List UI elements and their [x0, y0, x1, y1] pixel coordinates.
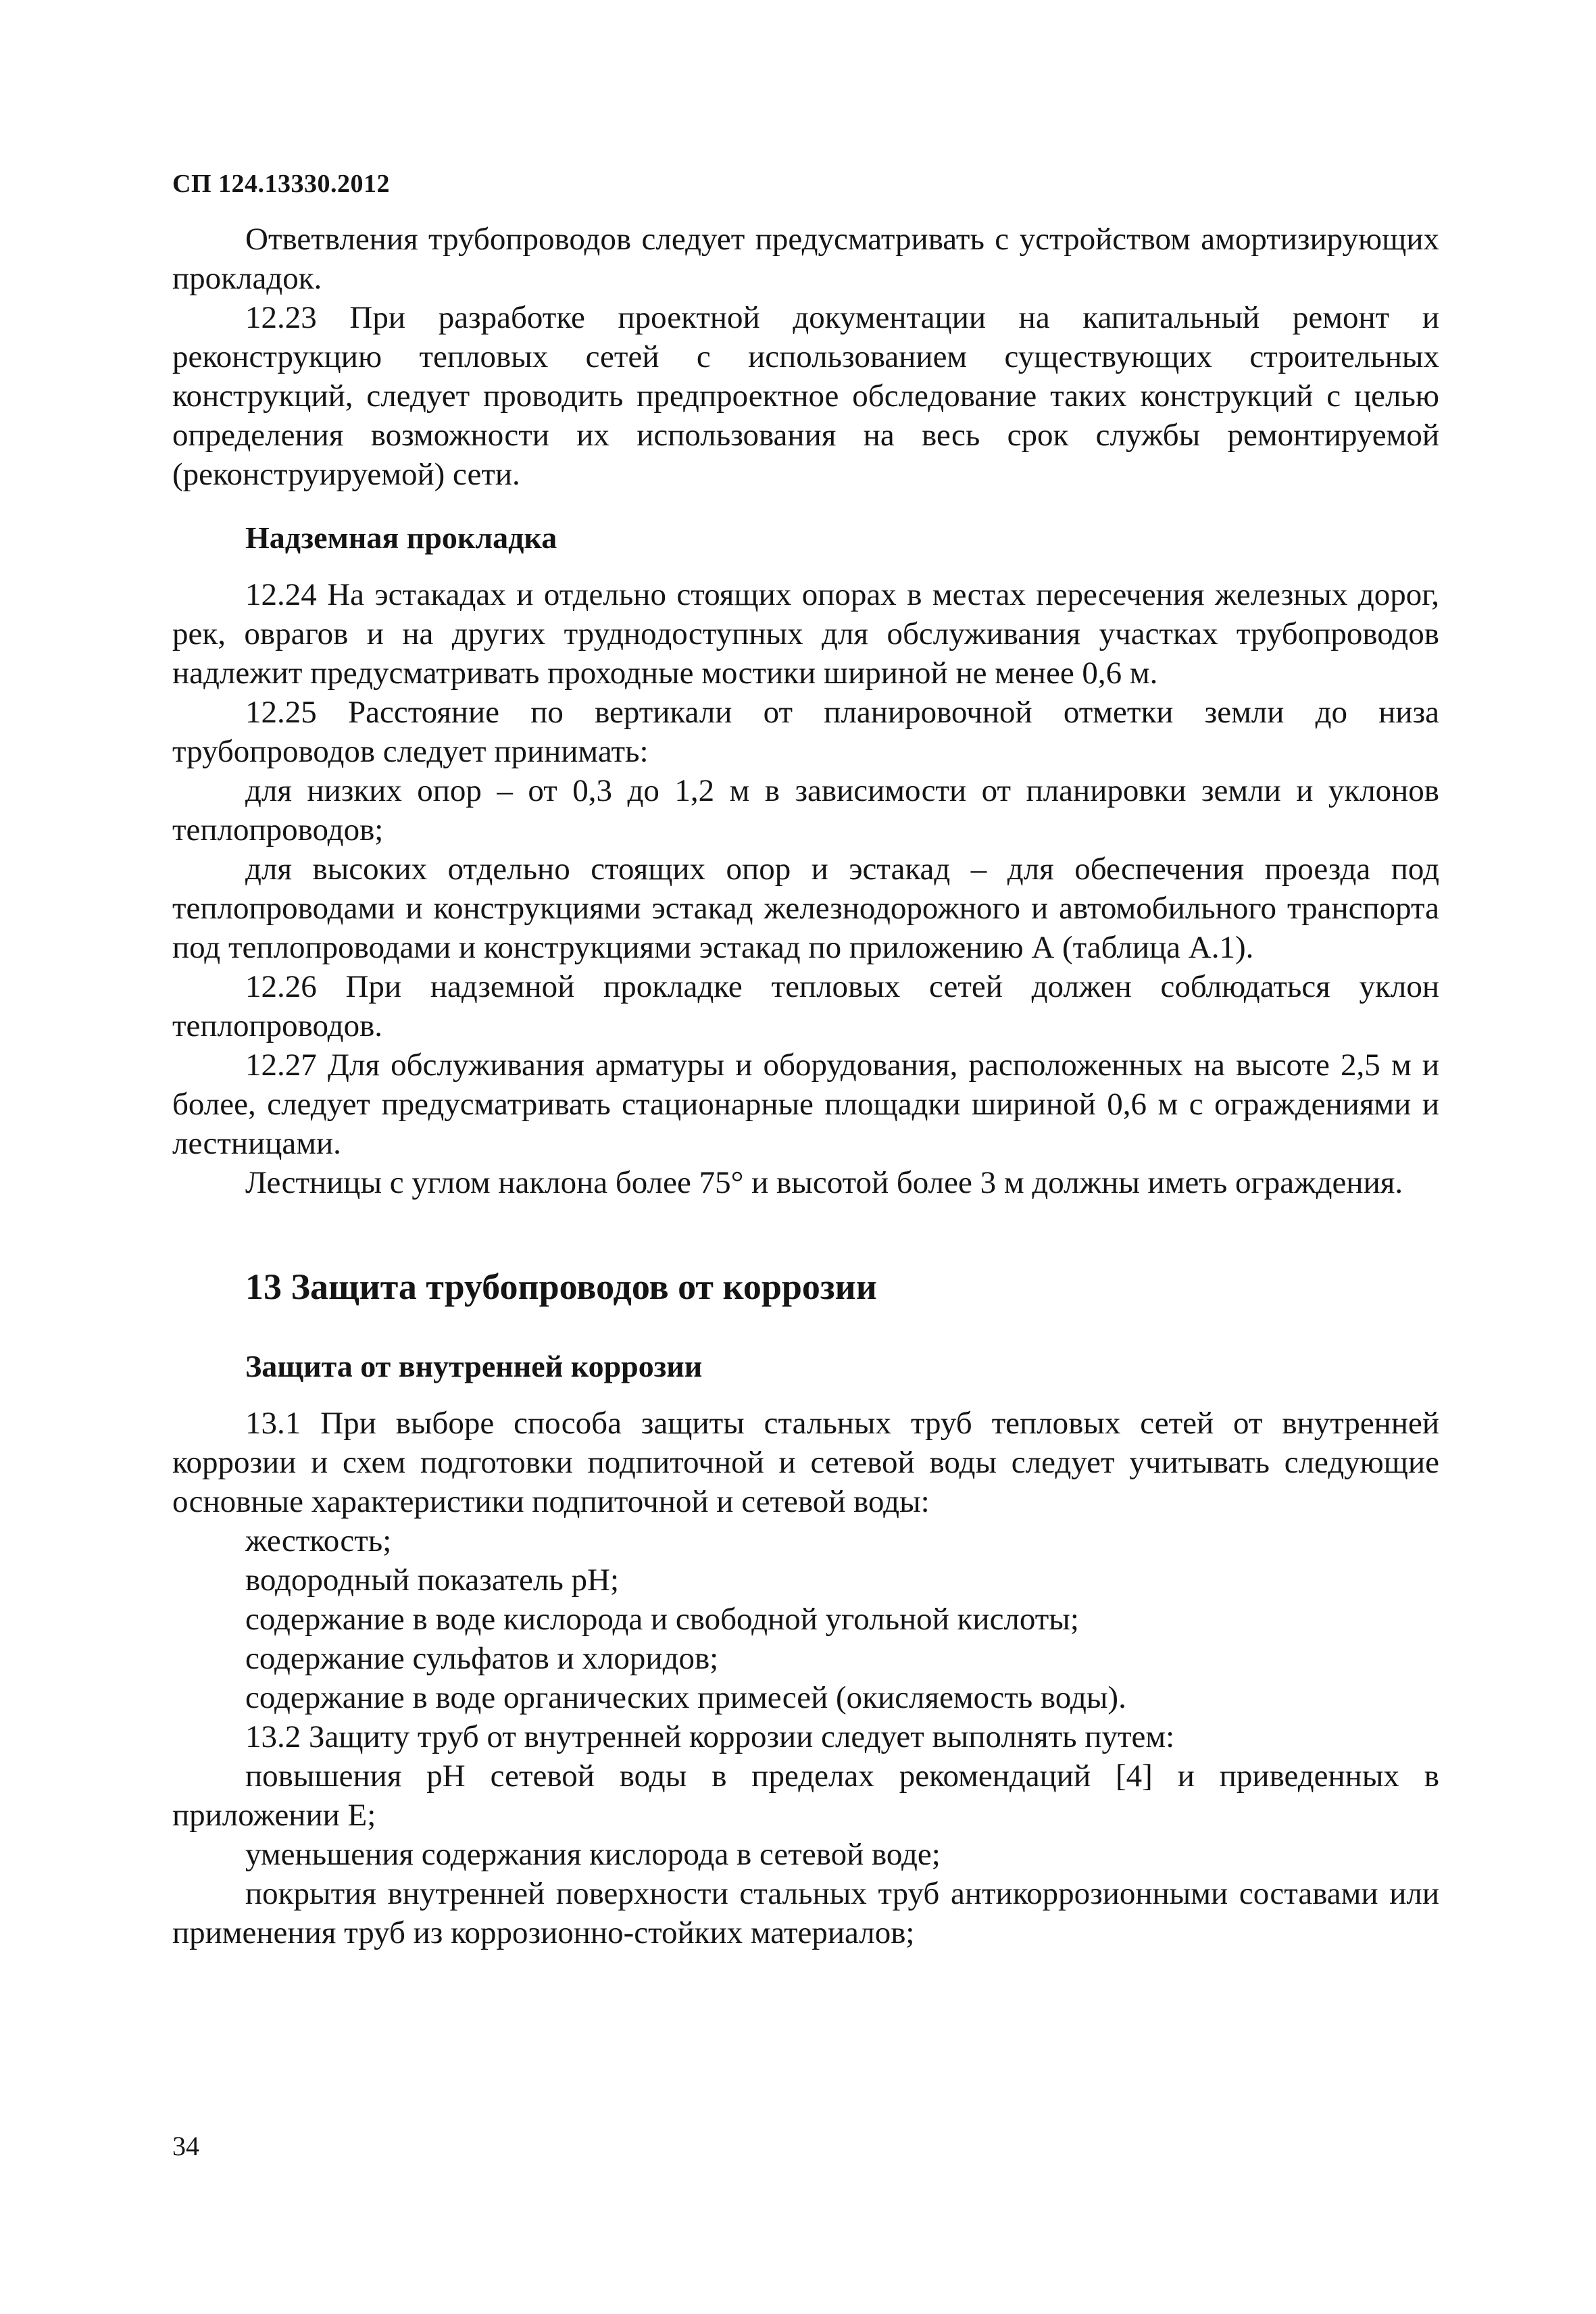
- subheading-above-ground-laying: Надземная прокладка: [245, 520, 557, 555]
- paragraph: для высоких отдельно стоящих опор и эстакад – для обеспечения проезда под теплопроводами и конструкциями эстакад железнодорожного и автомобильного транспорта под теплопроводами и конструкциями эстакад по приложению А (таблица А.1).: [172, 852, 1439, 965]
- paragraph: 12.27 Для обслуживания арматуры и оборудования, расположенных на высоте 2,5 м и более, следует предусматривать стационарные площадки шириной 0,6 м с ограждениями и лестницами.: [172, 1048, 1439, 1161]
- page-number: 34: [172, 2131, 199, 2161]
- paragraph: Лестницы с углом наклона более 75° и высотой более 3 м должны иметь ограждения.: [245, 1165, 1403, 1200]
- list-item: уменьшения содержания кислорода в сетевой воде;: [245, 1837, 941, 1872]
- list-item: содержание сульфатов и хлоридов;: [245, 1641, 719, 1676]
- list-item: жесткость;: [245, 1523, 392, 1558]
- page-content: [172, 220, 1439, 1952]
- list-item: покрытия внутренней поверхности стальных труб антикоррозионными составами или применения труб из коррозионно-стойких материалов;: [172, 1876, 1439, 1950]
- list-item: повышения pH сетевой воды в пределах рекомендаций [4] и приведенных в приложении Е;: [172, 1758, 1439, 1833]
- list-item: содержание в воде органических примесей (окисляемость воды).: [245, 1680, 1126, 1715]
- paragraph: 12.23 При разработке проектной документации на капитальный ремонт и реконструкцию тепловых сетей с использованием существующих строительных конструкций, следует проводить предпроектное обследование таких конструкций с целью определения возможности их использования на весь срок службы ремонтируемой (реконструируемой) сети.: [172, 300, 1439, 492]
- paragraph: 12.25 Расстояние по вертикали от планировочной отметки земли до низа трубопроводов следует принимать:: [172, 695, 1439, 769]
- list-item: водородный показатель pH;: [245, 1562, 620, 1598]
- subheading-internal-corrosion: Защита от внутренней коррозии: [245, 1349, 703, 1383]
- section-heading: 13 Защита трубопроводов от коррозии: [245, 1266, 877, 1307]
- paragraph: 12.24 На эстакадах и отдельно стоящих опорах в местах пересечения железных дорог, рек, оврагов и на других труднодоступных для обслуживания участках трубопроводов надлежит предусматривать проходные мостики шириной не менее 0,6 м.: [172, 577, 1439, 691]
- paragraph: 13.1 При выборе способа защиты стальных труб тепловых сетей от внутренней коррозии и схем подготовки подпиточной и сетевой воды следует учитывать следующие основные характеристики подпиточной и сетевой воды:: [172, 1406, 1439, 1519]
- paragraph: 13.2 Защиту труб от внутренней коррозии следует выполнять путем:: [245, 1719, 1175, 1754]
- list-item: содержание в воде кислорода и свободной угольной кислоты;: [245, 1602, 1079, 1637]
- paragraph: 12.26 При надземной прокладке тепловых сетей должен соблюдаться уклон теплопроводов.: [172, 969, 1439, 1043]
- paragraph: Ответвления трубопроводов следует предусматривать с устройством амортизирующих прокладок.: [172, 222, 1439, 296]
- document-code-header: СП 124.13330.2012: [172, 170, 390, 198]
- paragraph: для низких опор – от 0,3 до 1,2 м в зависимости от планировки земли и уклонов теплопроводов;: [172, 773, 1439, 847]
